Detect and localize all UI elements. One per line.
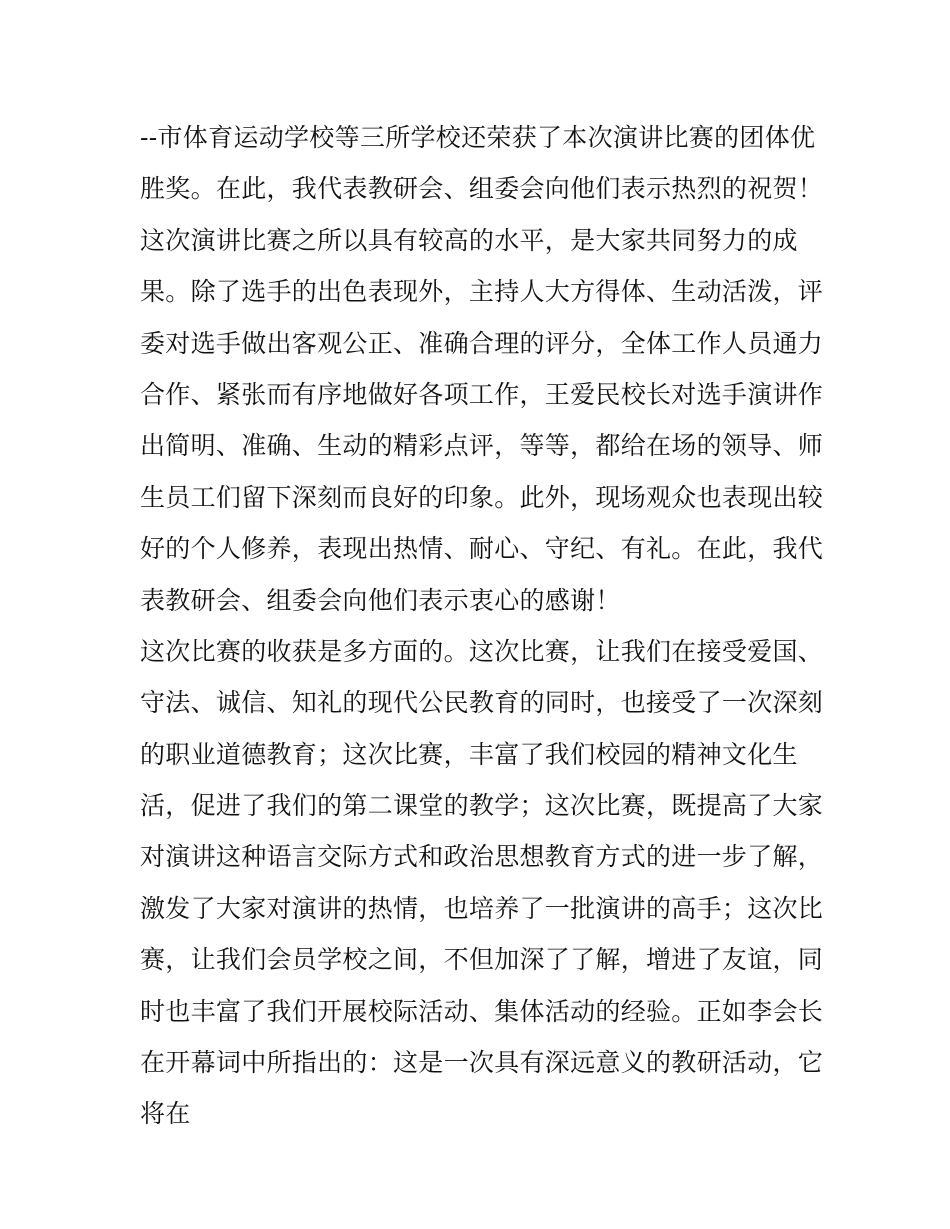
text-line: 将在 <box>140 1099 191 1129</box>
text-line: 好的个人修养，表现出热情、耐心、守纪、有礼。在此，我代 <box>140 534 824 564</box>
text-line: 这次比赛的收获是多方面的。这次比赛，让我们在接受爱国、 <box>140 636 824 666</box>
text-line: 生员工们留下深刻而良好的印象。此外，现场观众也表现出较 <box>140 482 824 512</box>
text-line: 表教研会、组委会向他们表示衷心的感谢！ <box>140 585 621 615</box>
text-line: 守法、诚信、知礼的现代公民教育的同时，也接受了一次深刻 <box>140 688 824 718</box>
text-line: 合作、紧张而有序地做好各项工作，王爱民校长对选手演讲作 <box>140 379 824 409</box>
text-line: 时也丰富了我们开展校际活动、集体活动的经验。正如李会长 <box>140 996 824 1026</box>
text-line: 对演讲这种语言交际方式和政治思想教育方式的进一步了解， <box>140 842 824 872</box>
text-line: 出简明、准确、生动的精彩点评，等等，都给在场的领导、师 <box>140 431 824 461</box>
text-line: 果。除了选手的出色表现外，主持人大方得体、生动活泼，评 <box>140 277 824 307</box>
text-line: 的职业道德教育；这次比赛，丰富了我们校园的精神文化生 <box>140 739 798 769</box>
body-text <box>140 112 824 1140</box>
text-line: --市体育运动学校等三所学校还荣获了本次演讲比赛的团体优 <box>140 123 816 152</box>
text-line: 激发了大家对演讲的热情，也培养了一批演讲的高手；这次比 <box>140 893 824 923</box>
text-line: 胜奖。在此，我代表教研会、组委会向他们表示热烈的祝贺！ <box>140 174 824 204</box>
text-line: 活，促进了我们的第二课堂的教学；这次比赛，既提高了大家 <box>140 791 824 821</box>
text-line: 委对选手做出客观公正、准确合理的评分，全体工作人员通力 <box>140 328 824 358</box>
text-line: 这次演讲比赛之所以具有较高的水平，是大家共同努力的成 <box>140 225 798 255</box>
text-line: 在开幕词中所指出的：这是一次具有深远意义的教研活动，它 <box>140 1048 824 1078</box>
text-line: 赛，让我们会员学校之间，不但加深了了解，增进了友谊，同 <box>140 945 824 975</box>
